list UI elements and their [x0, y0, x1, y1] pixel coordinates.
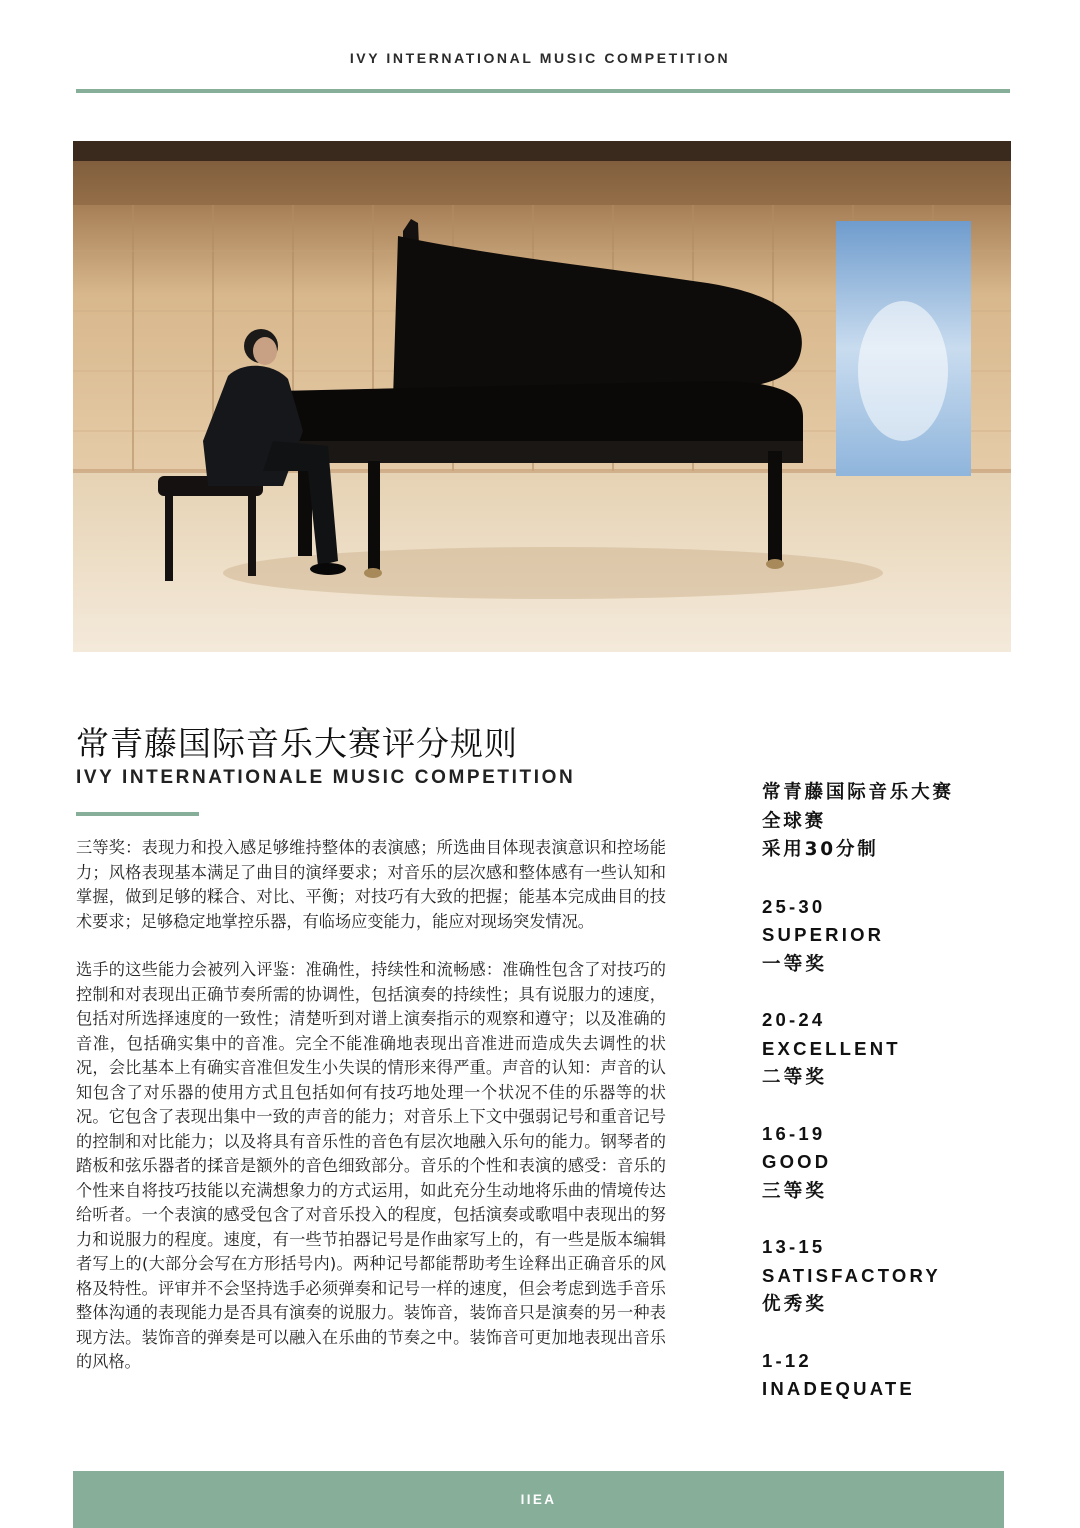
page-subtitle: IVY INTERNATIONALE MUSIC COMPETITION: [76, 767, 576, 788]
grade-good: [762, 1120, 1022, 1206]
footer-bar: [73, 1471, 1004, 1528]
body-text: [76, 836, 666, 1399]
grade-award: 一等奖: [762, 952, 828, 974]
grade-label: SUPERIOR: [762, 924, 885, 945]
paragraph-evaluation-abilities: 选手的这些能力会被列入评鉴：准确性，持续性和流畅感：准确性包含了对技巧的控制和对表现出正确节奏所需的协调性，包括演奏的持续性；具有说服力的速度，包括对所选择速度的一致性；清楚听到对谱上演奏指示的观察和遵守；以及准确的音准，包括确实集中的音准。完全不能准确地表现出音准进而造成失去调性的状况，会比基本上有确实音准但发生小失误的情形来得严重。声音的认知：声音的认知包含了对乐器的使用方式且包括如何有技巧地处理一个状况不佳的乐器等的状况。它包含了表现出集中一致的声音的能力；对音乐上下文中强弱记号和重音记号的控制和对比能力；以及将具有音乐性的音色有层次地融入乐句的能力。钢琴者的踏板和弦乐器者的揉音是额外的音色细致部分。音乐的个性和表演的感受：音乐的个性来自将技巧技能以充满想象力的方式运用，如此充分生动地将乐曲的情境传达给听者。一个表演的感受包含了对音乐投入的程度，包括演奏或歌唱中表现出的努力和说服力的程度。速度，有一些节拍器记号是作曲家写上的，有一些是版本编辑者写上的(大部分会写在方形括号内)。两种记号都能帮助考生诠释出正确音乐的风格及特性。评审并不会坚持选手必须弹奏和记号一样的速度，但会考虑到选手音乐整体沟通的表现能力是否具有演奏的说服力。装饰音，装饰音只是演奏的另一种表现方法。装饰音的弹奏是可以融入在乐曲的节奏之中。装饰音可更加地表现出音乐的风格。: [76, 960, 666, 1371]
scoring-sidebar: [762, 779, 1022, 1404]
grade-superior: [762, 893, 1022, 979]
sidebar-heading-line: 采用30分制: [762, 839, 879, 860]
grade-range: 1-12: [762, 1349, 812, 1371]
sidebar-heading-line: 常青藤国际音乐大赛: [762, 782, 954, 803]
grade-award: 三等奖: [762, 1179, 828, 1201]
grade-label: GOOD: [762, 1151, 832, 1172]
grade-range: 25-30: [762, 895, 826, 917]
hero-photo-piano-performance: [73, 141, 1011, 652]
page-title: 常青藤国际音乐大赛评分规则: [76, 724, 518, 764]
header-divider: [76, 89, 1010, 93]
header-title: IVY INTERNATIONAL MUSIC COMPETITION: [349, 50, 731, 66]
footer-text: IIEA: [520, 1492, 557, 1507]
grade-range: 20-24: [762, 1009, 826, 1030]
grade-inadequate: [762, 1347, 1022, 1404]
accent-divider: [76, 812, 199, 816]
grade-satisfactory: [762, 1233, 1022, 1319]
grade-range: 13-15: [762, 1236, 826, 1257]
grade-range: 16-19: [762, 1122, 826, 1144]
grade-award: 优秀奖: [762, 1293, 828, 1314]
grade-label: INADEQUATE: [762, 1378, 915, 1399]
grade-excellent: [762, 1006, 1022, 1092]
grade-award: 二等奖: [762, 1066, 828, 1087]
sidebar-heading-line: 全球赛: [762, 810, 826, 832]
paragraph-third-prize-criteria: 三等奖：表现力和投入感足够维持整体的表演感；所选曲目体现表演意识和控场能力；风格表现基本满足了曲目的演绎要求；对音乐的层次感和整体感有一些认知和掌握，做到足够的糅合、对比、平衡；对技巧有大致的把握；能基本完成曲目的技术要求；足够稳定地掌控乐器，有临场应变能力，能应对现场突发情况。: [76, 838, 666, 931]
grade-label: EXCELLENT: [762, 1037, 901, 1059]
grade-label: SATISFACTORY: [762, 1264, 941, 1286]
sidebar-heading: [762, 779, 1022, 865]
